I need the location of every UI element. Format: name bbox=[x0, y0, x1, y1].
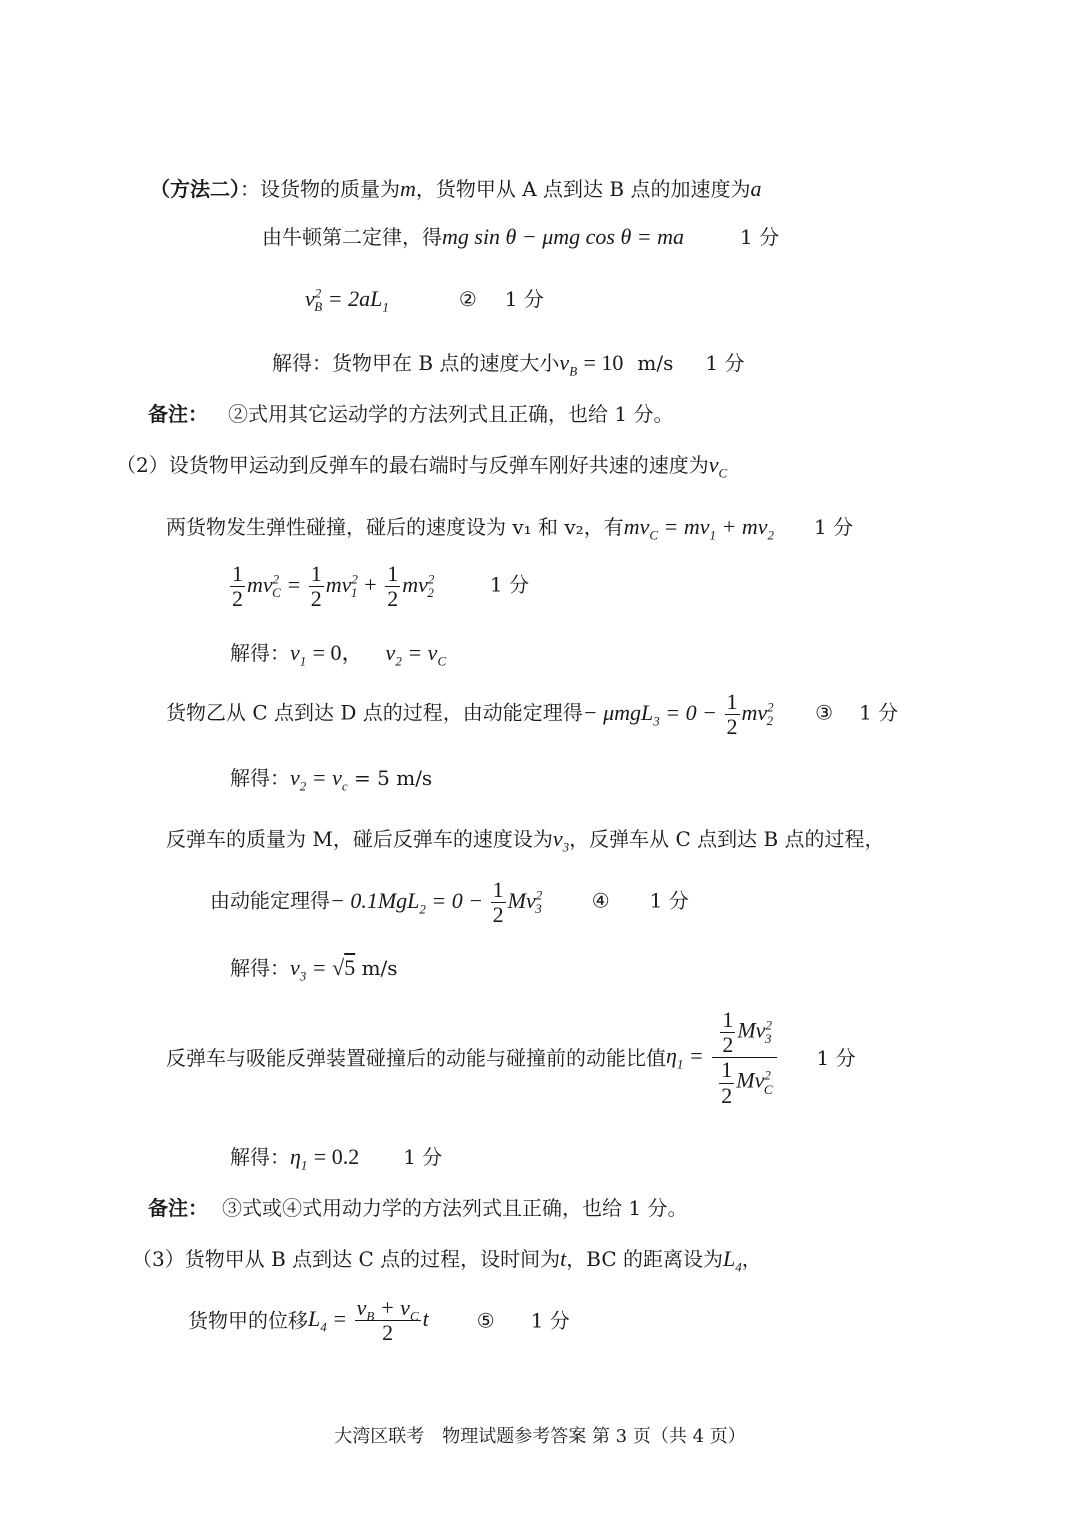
method2-intro-line bbox=[150, 176, 761, 202]
solve1-label: 解得： bbox=[230, 641, 290, 665]
newton-equation: mg sin θ − μmg cos θ = ma bbox=[442, 224, 685, 249]
solve3-label: 解得： bbox=[230, 956, 290, 980]
note1-text: ②式用其它运动学的方法列式且正确，也给 1 分。 bbox=[228, 402, 674, 426]
cargo-b-line bbox=[166, 690, 898, 739]
note2-line bbox=[148, 1196, 687, 1220]
solve-v2-line: 解得：$v_2 = v_c = 5$ m/s bbox=[230, 765, 433, 794]
solve3-unit: m/s bbox=[361, 956, 398, 980]
solve2-value: = 5 m/s bbox=[354, 766, 433, 790]
momentum-score: 1 分 bbox=[814, 515, 854, 539]
displacement-line bbox=[188, 1296, 570, 1345]
energy-score: 1 分 bbox=[489, 572, 529, 597]
page-footer: 大湾区联考 物理试题参考答案 第 3 页（共 4 页） bbox=[334, 1426, 746, 1447]
car-kinetic-equation: − 0.1MgL$_2$ = 0 − $\frac{1}{2}$ $Mv^2_3$ bbox=[330, 877, 543, 928]
method2-intro-text2: ，货物甲从 A 点到达 B 点的加速度为 bbox=[415, 177, 751, 201]
newton-prefix: 由牛顿第二定律，得 bbox=[262, 225, 442, 249]
ratio-text: 反弹车与吸能反弹装置碰撞后的动能与碰撞前的动能比值 bbox=[166, 1045, 666, 1070]
car-kinetic-line bbox=[210, 878, 689, 927]
part2-intro-line: （2）设货物甲运动到反弹车的最右端时与反弹车刚好共速的速度为$v_C$ bbox=[116, 452, 728, 481]
car-text: 反弹车的质量为 M，碰后反弹车的速度设为 bbox=[166, 827, 553, 851]
displacement-prefix: 货物甲的位移 bbox=[188, 1308, 308, 1333]
circle-4-mark: ④ bbox=[591, 888, 610, 913]
solve-vb-prefix: 解得：货物甲在 B 点的速度大小 bbox=[272, 351, 560, 375]
momentum-equation: $mv_C = mv_1 + mv_2$ bbox=[623, 514, 775, 543]
ratio-line bbox=[166, 1008, 856, 1108]
part3-intro-text2: ，BC 的距离设为 bbox=[566, 1247, 724, 1271]
solve1-value: = 0， bbox=[312, 640, 364, 665]
car-text2: ，反弹车从 C 点到达 B 点的过程， bbox=[569, 827, 885, 851]
circle-3-mark: ③ bbox=[815, 700, 834, 725]
car-kinetic-prefix: 由动能定理得 bbox=[210, 888, 330, 913]
kinematic-equation: $v^2_B = 2aL_1$ bbox=[305, 285, 389, 315]
car-kinetic-score: 1 分 bbox=[649, 888, 689, 913]
newton-score: 1 分 bbox=[740, 225, 780, 249]
solve-v3-line: 解得：$v_3 = √5$ m/s bbox=[230, 955, 398, 984]
note2-text: ③式或④式用动力学的方法列式且正确，也给 1 分。 bbox=[222, 1196, 688, 1220]
method2-intro-text: ：设货物的质量为 bbox=[240, 177, 400, 201]
solve2-label: 解得： bbox=[230, 766, 290, 790]
note1-line bbox=[148, 402, 673, 426]
kinematic-score: 1 分 bbox=[504, 287, 544, 311]
solve-eta-line: 解得：$\eta_1 = 0.2$ 1 分 bbox=[230, 1144, 443, 1173]
newton-line bbox=[262, 224, 779, 250]
solve4-label: 解得： bbox=[230, 1145, 290, 1169]
kinematic-line bbox=[305, 285, 544, 315]
circle-5-mark: ⑤ bbox=[476, 1308, 495, 1333]
part3-intro-line: （3）货物甲从 B 点到达 C 点的过程，设时间为t，BC 的距离设为$L_4$， bbox=[132, 1246, 762, 1275]
momentum-line bbox=[166, 514, 854, 543]
solve-vb-value: = 10 bbox=[583, 350, 624, 375]
displacement-equation: $L_4$ = $\frac{v_B + v_C}{2}$ t bbox=[308, 1295, 429, 1346]
circle-2-mark: ② bbox=[458, 287, 477, 311]
solve-vb-line: 解得：货物甲在 B 点的速度大小$v_B = 10$ m/s 1 分 bbox=[272, 350, 745, 379]
cargo-b-equation: − μmgL$_3$ = 0 − $\frac{1}{2}$ $mv^2_2$ bbox=[582, 689, 774, 740]
ratio-equation: $\eta_1$ = $\frac{1}{2}$ $Mv^2_3$ $\frac{1}{2}$ $Mv^2_C$ bbox=[666, 1043, 781, 1068]
collide-text: 两货物发生弹性碰撞，碰后的速度设为 v₁ 和 v₂，有 bbox=[166, 515, 624, 539]
energy-line bbox=[228, 562, 529, 611]
displacement-score: 1 分 bbox=[530, 1308, 570, 1333]
ratio-score: 1 分 bbox=[816, 1045, 856, 1070]
cargo-b-text: 货物乙从 C 点到达 D 点的过程，由动能定理得 bbox=[166, 700, 583, 725]
solve-vb-unit: m/s bbox=[637, 351, 674, 375]
solve-v1v2-line: 解得：$v_1 = 0$， $v_2 = v_C$ bbox=[230, 640, 447, 669]
part2-intro-text: （2）设货物甲运动到反弹车的最右端时与反弹车刚好共速的速度为 bbox=[116, 453, 709, 477]
note2-label: 备注： bbox=[148, 1196, 208, 1220]
part3-intro-text: （3）货物甲从 B 点到达 C 点的过程，设时间为 bbox=[132, 1247, 561, 1271]
car-line: 反弹车的质量为 M，碰后反弹车的速度设为$v_3$，反弹车从 C 点到达 B 点的过程， bbox=[166, 826, 885, 855]
accel-symbol: a bbox=[750, 176, 762, 201]
solve4-value: = 0.2 bbox=[313, 1144, 360, 1169]
energy-equation: $\frac{1}{2}$ $mv^2_C$ = $\frac{1}{2}$ $mv^2_1$ + $\frac{1}{2}$ $mv^2_2$ bbox=[232, 561, 435, 612]
solve-vb-score: 1 分 bbox=[705, 351, 745, 375]
cargo-b-score: 1 分 bbox=[859, 700, 899, 725]
method2-label: （方法二） bbox=[150, 177, 240, 201]
mass-symbol: m bbox=[400, 176, 416, 201]
solve4-score: 1 分 bbox=[403, 1145, 443, 1169]
note1-label: 备注： bbox=[148, 402, 208, 426]
